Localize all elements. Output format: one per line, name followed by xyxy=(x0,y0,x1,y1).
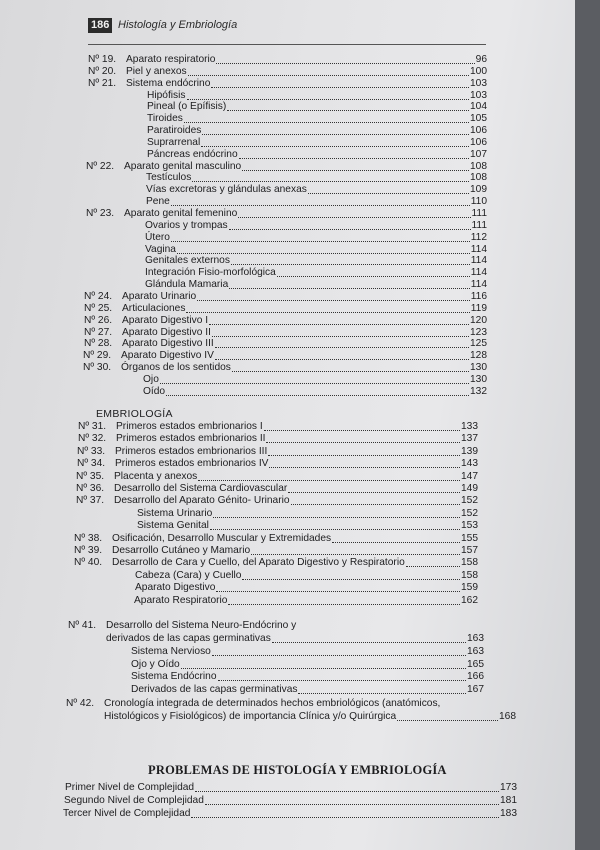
entry-page-number: 107 xyxy=(470,149,487,160)
entry-title: Aparato Urinario xyxy=(122,291,197,302)
entry-title: Aparato Digestivo III xyxy=(122,338,214,349)
toc-subentry xyxy=(143,374,487,386)
entry-page-number: 162 xyxy=(461,595,478,606)
entry-page-number: 125 xyxy=(470,338,487,349)
dot-leader xyxy=(195,783,499,792)
toc-entry xyxy=(74,545,478,557)
dot-leader xyxy=(397,712,498,721)
entry-title: Primeros estados embrionarios II xyxy=(116,433,266,444)
toc-subentry xyxy=(137,520,478,532)
entry-title: Desarrollo del Sistema Cardiovascular xyxy=(114,483,288,494)
dot-leader xyxy=(308,185,469,194)
entry-number: Nº 42. xyxy=(66,698,95,709)
dot-leader xyxy=(209,316,469,325)
toc-subentry xyxy=(147,125,487,137)
entry-page-number: 106 xyxy=(470,125,487,136)
entry-title: Ovarios y trompas xyxy=(145,220,228,231)
entry-page-number: 165 xyxy=(467,658,484,670)
entry-title: Glándula Mamaria xyxy=(145,279,229,290)
entry-title: Vías excretoras y glándulas anexas xyxy=(146,184,307,195)
dot-leader xyxy=(201,138,469,147)
dot-leader xyxy=(288,484,460,493)
toc-entry xyxy=(88,54,487,66)
entry-number: Nº 36. xyxy=(76,483,105,494)
entry-page-number: 96 xyxy=(475,54,487,65)
entry-page-number: 163 xyxy=(467,646,484,657)
dot-leader xyxy=(239,150,469,159)
toc-entry xyxy=(68,620,470,632)
toc-entry xyxy=(74,557,478,569)
page-number: 186 xyxy=(88,18,112,33)
entry-title: Aparato Digestivo IV xyxy=(121,350,214,361)
entry-title: Primeros estados embrionarios III xyxy=(115,446,268,457)
entry-title: Aparato Respiratorio xyxy=(134,595,228,606)
toc-entry xyxy=(84,303,487,315)
entry-title: Articulaciones xyxy=(122,303,186,314)
dot-leader xyxy=(212,328,469,337)
entry-title: Histológicos y Fisiológicos) de importancia Clínica y/o Quirúrgica xyxy=(104,711,397,722)
entry-page-number: 114 xyxy=(470,244,487,255)
dot-leader xyxy=(216,583,460,592)
entry-title: Aparato respiratorio xyxy=(126,54,216,65)
dot-leader xyxy=(212,647,466,656)
dot-leader xyxy=(298,685,466,694)
entry-page-number: 133 xyxy=(461,421,478,432)
entry-title: Primer Nivel de Complejidad xyxy=(65,782,195,793)
toc-entry xyxy=(84,315,487,327)
dot-leader xyxy=(268,447,460,456)
entry-number: Nº 28. xyxy=(84,338,113,349)
entry-title: Hipófisis xyxy=(147,90,186,101)
entry-title: derivados de las capas germinativas xyxy=(106,633,271,644)
entry-page-number: 104 xyxy=(470,101,487,112)
entry-number: Nº 23. xyxy=(86,208,115,219)
toc-entry xyxy=(84,338,487,350)
dot-leader xyxy=(213,509,460,518)
entry-title: Segundo Nivel de Complejidad xyxy=(64,795,204,806)
problem-level-entry xyxy=(65,782,517,794)
entry-number: Nº 33. xyxy=(77,446,106,457)
toc-entry xyxy=(88,66,487,78)
entry-page-number: 167 xyxy=(467,683,484,695)
toc-entry xyxy=(76,483,478,495)
toc-subentry xyxy=(145,267,487,279)
entry-title: Desarrollo del Sistema Neuro-Endócrino y xyxy=(106,620,297,631)
entry-number: Nº 26. xyxy=(84,315,113,326)
entry-number: Nº 20. xyxy=(88,66,117,77)
dot-leader xyxy=(231,256,470,265)
dot-leader xyxy=(181,660,466,669)
entry-page-number: 110 xyxy=(470,196,487,207)
dot-leader xyxy=(198,472,460,481)
entry-page-number: 147 xyxy=(461,471,478,482)
entry-title: Tercer Nivel de Complejidad xyxy=(63,808,191,819)
dot-leader xyxy=(229,221,471,230)
toc-subentry xyxy=(147,113,487,125)
entry-title: Testículos xyxy=(146,172,192,183)
entry-number: Nº 24. xyxy=(84,291,113,302)
entry-number: Nº 32. xyxy=(78,433,107,444)
toc-entry xyxy=(78,433,478,445)
entry-page-number: 158 xyxy=(461,570,478,581)
entry-page-number: 108 xyxy=(470,172,487,183)
entry-title: Desarrollo del Aparato Génito- Urinario xyxy=(114,495,290,506)
entry-page-number: 149 xyxy=(461,483,478,494)
entry-title: Tiroides xyxy=(147,113,183,124)
entry-title: Integración Fisio-morfológica xyxy=(145,267,276,278)
entry-page-number: 181 xyxy=(500,795,517,806)
entry-number: Nº 34. xyxy=(77,458,106,469)
entry-page-number: 112 xyxy=(470,232,487,243)
entry-number: Nº 37. xyxy=(76,495,105,506)
dot-leader xyxy=(177,245,470,254)
entry-title: Sistema endócrino xyxy=(126,78,211,89)
toc-subentry xyxy=(146,184,487,196)
dot-leader xyxy=(269,459,460,468)
entry-title: Vagina xyxy=(145,244,176,255)
toc-subentry xyxy=(145,232,487,244)
entry-title: Oído xyxy=(143,386,166,397)
entry-page-number: 130 xyxy=(470,362,487,373)
entry-title: Órganos de los sentidos xyxy=(121,362,231,373)
toc-entry xyxy=(76,471,478,483)
toc-subentry xyxy=(146,172,487,184)
entry-number: Nº 21. xyxy=(88,78,117,89)
dot-leader xyxy=(218,672,466,681)
entry-number: Nº 35. xyxy=(76,471,105,482)
dot-leader xyxy=(332,534,460,543)
entry-number: Nº 19. xyxy=(88,54,117,65)
entry-page-number: 120 xyxy=(470,315,487,326)
entry-title: Útero xyxy=(145,232,170,243)
toc-subentry xyxy=(135,582,478,594)
entry-page-number: 114 xyxy=(470,279,487,290)
entry-title: Cabeza (Cara) y Cuello xyxy=(135,570,242,581)
entry-title: Primeros estados embrionarios I xyxy=(116,421,263,432)
entry-page-number: 166 xyxy=(467,671,484,682)
entry-number: Nº 27. xyxy=(84,327,113,338)
toc-subentry xyxy=(135,570,478,582)
entry-page-number: 111 xyxy=(471,208,487,219)
dot-leader xyxy=(186,304,469,313)
entry-number: Nº 25. xyxy=(84,303,113,314)
entry-page-number: 105 xyxy=(470,113,487,124)
dot-leader xyxy=(160,375,469,384)
entry-number: Nº 31. xyxy=(78,421,107,432)
entry-page-number: 123 xyxy=(470,327,487,338)
toc-subentry xyxy=(146,196,487,208)
entry-page-number: 108 xyxy=(470,161,487,172)
entry-title: Osificación, Desarrollo Muscular y Extremidades xyxy=(112,533,332,544)
entry-title: Cronología integrada de determinados hechos embriológicos (anatómicos, xyxy=(104,698,441,709)
toc-subentry xyxy=(131,659,484,671)
entry-title: Aparato Digestivo I xyxy=(122,315,209,326)
entry-page-number: 152 xyxy=(461,495,478,506)
entry-title: Suprarrenal xyxy=(147,137,201,148)
dot-leader xyxy=(406,558,460,567)
entry-page-number: 158 xyxy=(461,557,478,568)
dot-leader xyxy=(251,546,460,555)
entry-page-number: 163 xyxy=(467,633,484,644)
entry-page-number: 143 xyxy=(461,458,478,469)
toc-entry xyxy=(76,495,478,507)
dot-leader xyxy=(202,126,469,135)
toc-entry xyxy=(78,421,478,433)
dot-leader xyxy=(191,809,499,818)
entry-page-number: 137 xyxy=(461,433,478,444)
entry-title: Pene xyxy=(146,196,170,207)
toc-subentry xyxy=(145,279,487,291)
embriologia-heading: EMBRIOLOGÍA xyxy=(96,408,173,420)
dot-leader xyxy=(228,596,460,605)
entry-number: Nº 38. xyxy=(74,533,103,544)
entry-page-number: 114 xyxy=(470,267,487,278)
dot-leader xyxy=(171,197,470,206)
dot-leader xyxy=(242,162,469,171)
dot-leader xyxy=(264,422,460,431)
entry-title: Aparato Digestivo xyxy=(135,582,216,593)
toc-subentry xyxy=(147,101,487,113)
entry-page-number: 157 xyxy=(461,545,478,556)
entry-title: Sistema Endócrino xyxy=(131,671,217,682)
toc-subentry xyxy=(131,671,484,683)
entry-page-number: 103 xyxy=(470,90,487,101)
entry-page-number: 155 xyxy=(461,533,478,544)
toc-entry xyxy=(77,446,478,458)
entry-title: Desarrollo de Cara y Cuello, del Aparato Digestivo y Respiratorio xyxy=(112,557,405,568)
entry-title: Paratiroides xyxy=(147,125,202,136)
entry-title: Placenta y anexos xyxy=(114,471,198,482)
dot-leader xyxy=(187,91,470,100)
dot-leader xyxy=(192,173,469,182)
toc-entry xyxy=(77,458,478,470)
toc-subentry xyxy=(131,684,484,696)
dot-leader xyxy=(211,79,469,88)
toc-subentry xyxy=(143,386,487,398)
toc-entry-continued xyxy=(106,633,484,645)
dot-leader xyxy=(188,67,469,76)
dot-leader xyxy=(171,233,470,242)
entry-title: Ojo y Oído xyxy=(131,658,180,670)
problems-heading: PROBLEMAS DE HISTOLOGÍA Y EMBRIOLOGÍA xyxy=(148,763,447,777)
entry-page-number: 132 xyxy=(470,386,487,397)
entry-title: Genitales externos xyxy=(145,255,230,266)
entry-title: Sistema Genital xyxy=(137,520,209,531)
entry-number: Nº 22. xyxy=(86,161,115,172)
entry-title: Desarrollo Cutáneo y Mamario xyxy=(112,545,251,556)
dot-leader xyxy=(242,571,460,580)
dot-leader xyxy=(210,521,460,530)
entry-title: Derivados de las capas germinativas xyxy=(131,683,298,695)
dot-leader xyxy=(197,292,470,301)
dot-leader xyxy=(215,339,469,348)
entry-title: Pineal (o Epífisis) xyxy=(147,101,227,112)
toc-entry xyxy=(66,698,520,710)
entry-page-number: 106 xyxy=(470,137,487,148)
entry-page-number: 100 xyxy=(470,66,487,77)
dot-leader xyxy=(238,209,470,218)
toc-subentry xyxy=(147,137,487,149)
entry-title: Sistema Urinario xyxy=(137,508,213,519)
dot-leader xyxy=(205,796,499,805)
entry-page-number: 114 xyxy=(470,255,487,266)
dot-leader xyxy=(277,268,470,277)
toc-subentry xyxy=(131,646,484,658)
entry-page-number: 130 xyxy=(470,374,487,385)
dot-leader xyxy=(229,280,470,289)
entry-title: Aparato genital femenino xyxy=(124,208,238,219)
entry-page-number: 173 xyxy=(500,782,517,793)
dot-leader xyxy=(184,114,469,123)
toc-entry xyxy=(84,291,487,303)
entry-title: Páncreas endócrino xyxy=(147,149,238,160)
toc-subentry xyxy=(137,508,478,520)
dot-leader xyxy=(216,55,474,64)
entry-title: Ojo xyxy=(143,374,159,385)
entry-page-number: 119 xyxy=(470,303,487,314)
toc-subentry xyxy=(145,220,487,232)
toc-entry xyxy=(83,362,487,374)
toc-subentry xyxy=(147,149,487,161)
problem-level-entry xyxy=(63,808,517,820)
entry-number: Nº 41. xyxy=(68,620,97,631)
entry-page-number: 159 xyxy=(461,582,478,593)
toc-entry xyxy=(86,208,487,220)
entry-page-number: 139 xyxy=(461,446,478,457)
entry-page-number: 111 xyxy=(471,220,487,231)
entry-page-number: 128 xyxy=(470,350,487,361)
dot-leader xyxy=(272,634,466,643)
dot-leader xyxy=(291,496,460,505)
dot-leader xyxy=(215,351,469,360)
toc-entry xyxy=(88,78,487,90)
toc-entry-continued xyxy=(104,711,516,723)
entry-page-number: 103 xyxy=(470,78,487,89)
toc-subentry xyxy=(134,595,478,607)
dot-leader xyxy=(266,434,460,443)
running-title: Histología y Embriología xyxy=(118,19,238,31)
entry-number: Nº 40. xyxy=(74,557,103,568)
entry-page-number: 168 xyxy=(499,711,516,722)
entry-title: Sistema Nervioso xyxy=(131,646,211,657)
entry-page-number: 109 xyxy=(470,184,487,195)
toc-subentry xyxy=(145,255,487,267)
entry-title: Aparato Digestivo II xyxy=(122,327,211,338)
entry-page-number: 183 xyxy=(500,808,517,819)
problem-level-entry xyxy=(64,795,517,807)
entry-title: Aparato genital masculino xyxy=(124,161,242,172)
entry-number: Nº 39. xyxy=(74,545,103,556)
entry-page-number: 153 xyxy=(461,520,478,531)
entry-number: Nº 30. xyxy=(83,362,112,373)
entry-title: Primeros estados embrionarios IV xyxy=(115,458,269,469)
dot-leader xyxy=(232,363,469,372)
toc-entry xyxy=(83,350,487,362)
entry-title: Piel y anexos xyxy=(126,66,187,77)
entry-page-number: 116 xyxy=(470,291,487,302)
entry-number: Nº 29. xyxy=(83,350,112,361)
toc-entry xyxy=(74,533,478,545)
entry-page-number: 152 xyxy=(461,508,478,519)
dot-leader xyxy=(227,102,469,111)
dot-leader xyxy=(166,387,469,396)
